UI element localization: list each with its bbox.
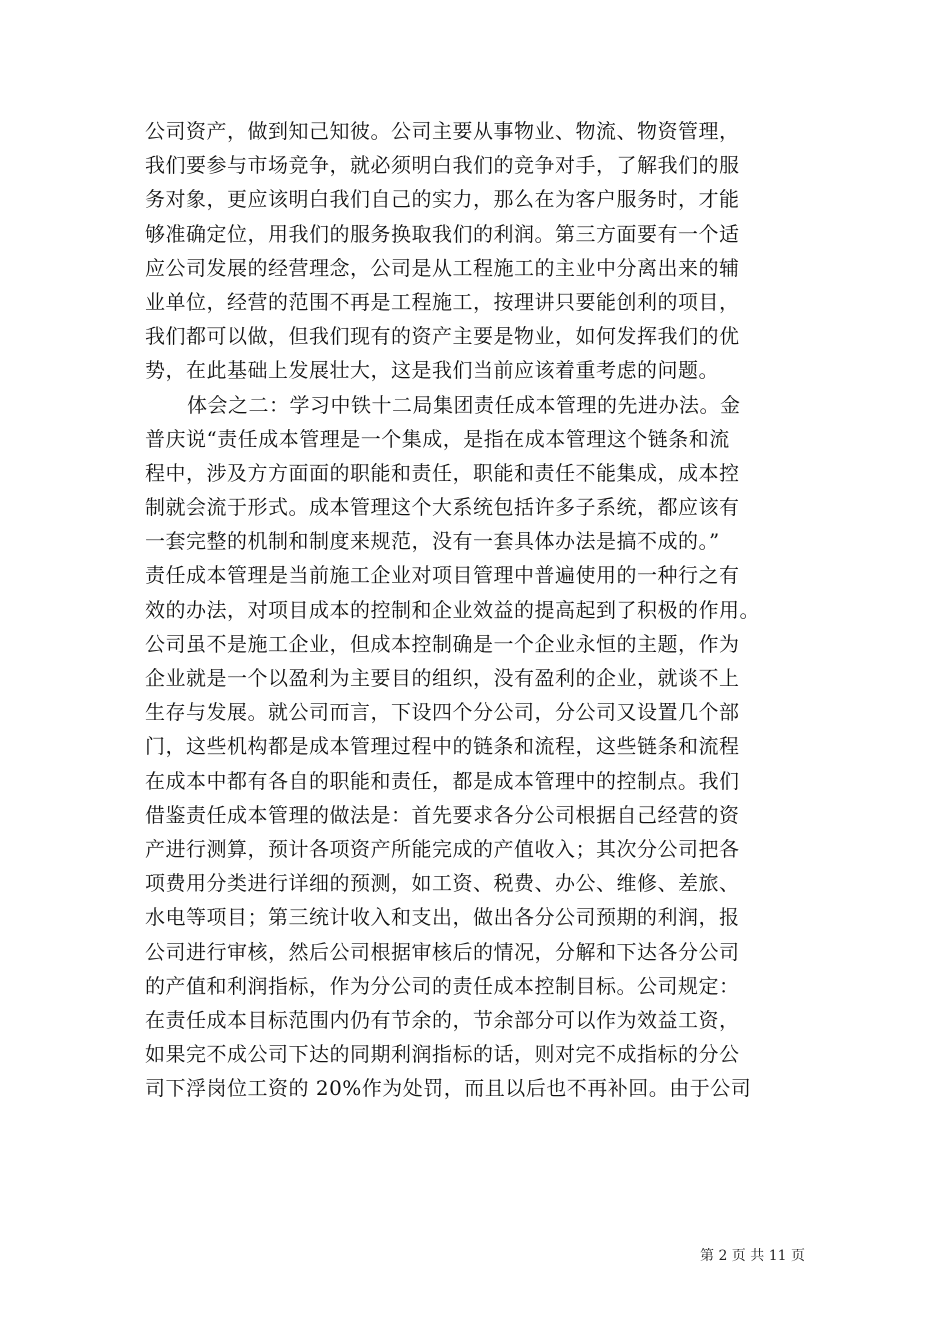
text-line: 在责任成本目标范围内仍有节余的，节余部分可以作为效益工资， [145,1007,740,1032]
text-line: 如果完不成公司下达的同期利润指标的话，则对完不成指标的分公 [145,1042,740,1067]
text-line: 势，在此基础上发展壮大，这是我们当前应该着重考虑的问题。 [145,358,719,383]
text-line: 的产值和利润指标，作为分公司的责任成本控制目标。公司规定： [145,973,740,998]
text-line: 一套完整的机制和制度来规范，没有一套具体办法是搞不成的。” [145,529,720,554]
text-line: 务对象，更应该明白我们自己的实力，那么在为客户服务时，才能 [145,187,740,212]
paragraph-start-line: 体会之二：学习中铁十二局集团责任成本管理的先进办法。金 [187,392,741,417]
text-line: 应公司发展的经营理念，公司是从工程施工的主业中分离出来的辅 [145,255,740,280]
body-text [145,114,810,1105]
text-line: 公司虽不是施工企业，但成本控制确是一个企业永恒的主题，作为 [145,631,740,656]
text-line: 生存与发展。就公司而言，下设四个分公司，分公司又设置几个部 [145,700,740,725]
page-number-footer: 第 2 页 共 11 页 [700,1248,805,1264]
text-line: 司下浮岗位工资的 20%作为处罚，而且以后也不再补回。由于公司 [145,1076,752,1101]
text-line: 业单位，经营的范围不再是工程施工，按理讲只要能创利的项目， [145,289,740,314]
text-line: 借鉴责任成本管理的做法是：首先要求各分公司根据自己经营的资 [145,802,740,827]
text-line: 公司进行审核，然后公司根据审核后的情况，分解和下达各分公司 [145,939,740,964]
text-line: 门，这些机构都是成本管理过程中的链条和流程，这些链条和流程 [145,734,740,759]
text-line: 企业就是一个以盈利为主要目的组织，没有盈利的企业，就谈不上 [145,666,740,690]
text-line: 公司资产，做到知己知彼。公司主要从事物业、物流、物资管理， [145,119,740,143]
text-line: 程中，涉及方方面面的职能和责任，职能和责任不能集成，成本控 [145,460,740,485]
text-line: 责任成本管理是当前施工企业对项目管理中普遍使用的一种行之有 [145,563,740,588]
text-line: 制就会流于形式。成本管理这个大系统包括许多子系统，都应该有 [145,495,740,520]
text-line: 效的办法，对项目成本的控制和企业效益的提高起到了积极的作用。 [145,597,760,622]
text-line: 在成本中都有各自的职能和责任，都是成本管理中的控制点。我们 [145,768,740,793]
text-line: 我们都可以做，但我们现有的资产主要是物业，如何发挥我们的优 [145,324,740,349]
text-line: 普庆说“责任成本管理是一个集成，是指在成本管理这个链条和流 [145,426,730,451]
text-line: 项费用分类进行详细的预测，如工资、税费、办公、维修、差旅、 [145,871,740,896]
text-line: 水电等项目；第三统计收入和支出，做出各分公司预期的利润，报 [145,905,740,930]
text-line: 我们要参与市场竞争，就必须明白我们的竞争对手，了解我们的服 [145,153,740,178]
text-line: 够准确定位，用我们的服务换取我们的利润。第三方面要有一个适 [145,221,740,246]
text-line: 产进行测算，预计各项资产所能完成的产值收入；其次分公司把各 [145,836,740,861]
